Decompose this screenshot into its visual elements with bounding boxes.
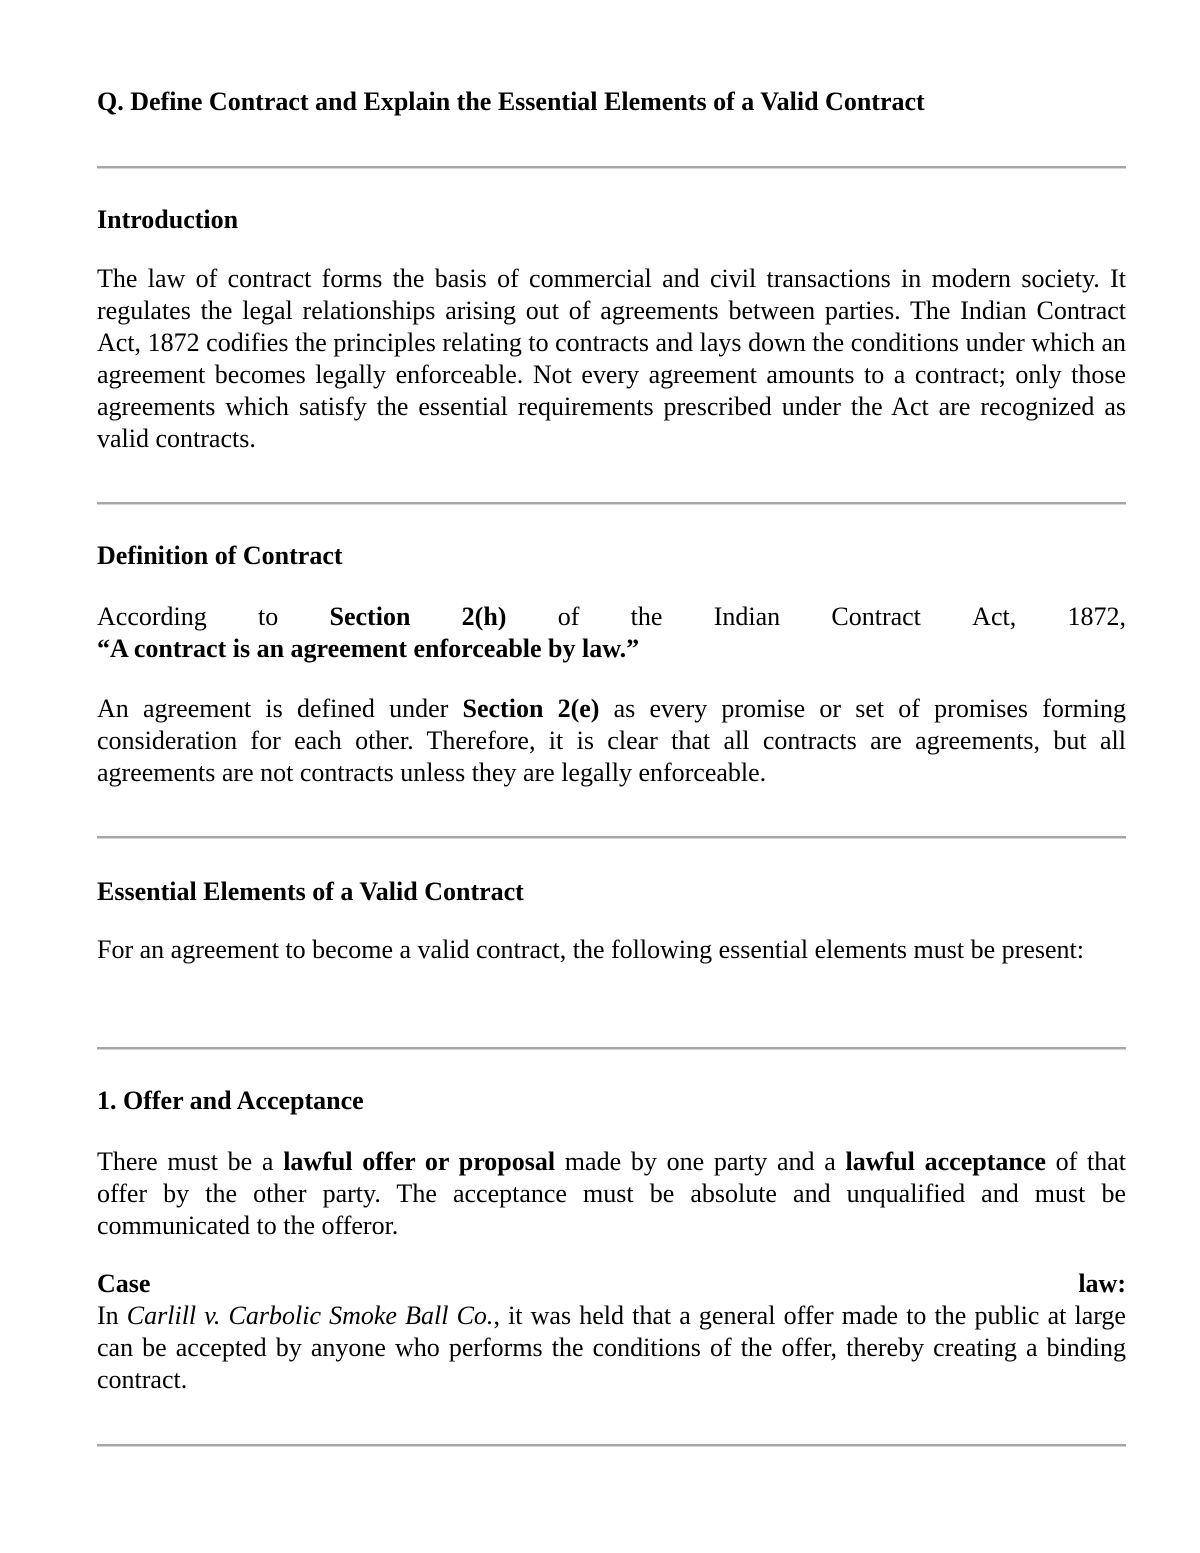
- definition-quote: “A contract is an agreement enforceable by law.”: [97, 634, 640, 663]
- offer-paragraph: [97, 1146, 1126, 1242]
- horizontal-rule: [97, 502, 1126, 505]
- text-run: as every promise or set of promises forming consideration for each other. Therefore, it is clear that all contracts are agreements, but all agreements are not contracts unless they are legally enforceable.: [97, 694, 1126, 787]
- word: to: [258, 602, 279, 631]
- word: Contract: [831, 602, 921, 631]
- essentials-heading: Essential Elements of a Valid Contract: [97, 877, 524, 906]
- text-run: In: [97, 1301, 127, 1330]
- section-reference: Section 2(e): [462, 694, 600, 723]
- case-law-block: [97, 1268, 1126, 1396]
- essentials-paragraph: For an agreement to become a valid contract, the following essential elements must be present:: [97, 935, 1084, 964]
- introduction-heading: Introduction: [97, 205, 239, 234]
- word: 1872,: [1067, 602, 1126, 631]
- case-law-paragraph: [97, 1300, 1126, 1396]
- definition-statement: [97, 601, 1126, 665]
- horizontal-rule: [97, 836, 1126, 839]
- horizontal-rule: [97, 1444, 1126, 1447]
- text-run: , it was held that a general offer made to the public at large can be accepted by anyone who performs the conditions of the offer, thereby creating a binding contract.: [97, 1301, 1126, 1394]
- text-run: made by one party and a: [555, 1147, 846, 1176]
- law-label: law:: [1078, 1269, 1126, 1298]
- section-label: Section: [329, 602, 411, 631]
- horizontal-rule: [97, 1047, 1126, 1050]
- text-run: of that offer by the other party. The acceptance must be absolute and unqualified and must be communicated to the offeror.: [97, 1147, 1127, 1240]
- text-run: There must be a: [97, 1147, 284, 1176]
- text-run: An agreement is defined under: [97, 694, 463, 723]
- word: Indian: [713, 602, 781, 631]
- document-title: Q. Define Contract and Explain the Essential Elements of a Valid Contract: [97, 87, 925, 116]
- word: the: [630, 602, 663, 631]
- case-name: Carlill v. Carbolic Smoke Ball Co.: [126, 1301, 494, 1330]
- word: According: [97, 602, 207, 631]
- agreement-paragraph: [97, 693, 1126, 789]
- horizontal-rule: [97, 166, 1126, 169]
- definition-heading: Definition of Contract: [97, 541, 343, 570]
- bold-term: lawful offer or proposal: [283, 1147, 556, 1176]
- word: of: [557, 602, 580, 631]
- word: Act,: [972, 602, 1017, 631]
- definition-line: [97, 601, 1126, 633]
- case-law-label-line: [97, 1268, 1126, 1300]
- section-number: 2(h): [461, 602, 507, 631]
- case-label: Case: [97, 1269, 151, 1298]
- offer-heading: 1. Offer and Acceptance: [97, 1086, 364, 1115]
- introduction-paragraph: The law of contract forms the basis of commercial and civil transactions in modern society. It regulates the legal relationships arising out of agreements between parties. The Indian Contract Act, 1872 codifies the principles relating to contracts and lays down the conditions under which an agreement becomes legally enforceable. Not every agreement amounts to a contract; only those agreements which satisfy the essential requirements prescribed under the Act are recognized as valid contracts.: [97, 264, 1126, 453]
- bold-term: lawful acceptance: [845, 1147, 1046, 1176]
